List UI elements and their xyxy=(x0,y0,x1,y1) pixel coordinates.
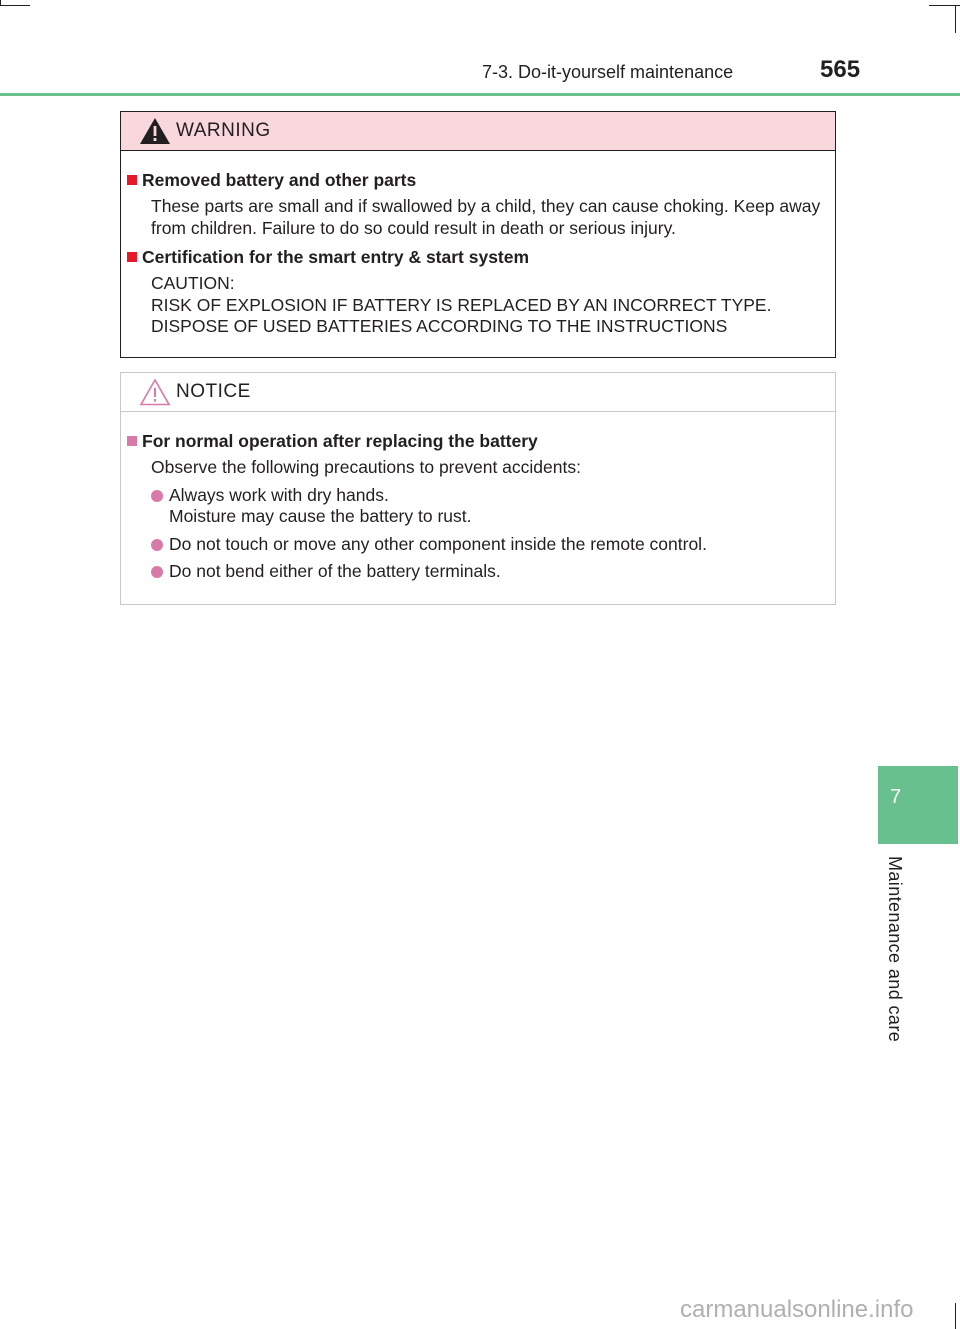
crop-mark xyxy=(0,5,30,6)
red-square-marker-icon xyxy=(127,252,137,262)
red-square-marker-icon xyxy=(127,175,137,185)
pink-square-marker-icon xyxy=(127,436,137,446)
crop-mark xyxy=(955,5,956,33)
bullet-subtext: Moisture may cause the battery to rust. xyxy=(169,506,472,526)
warning-box xyxy=(120,111,836,358)
warning-item-title: Certification for the smart entry & start system xyxy=(127,245,821,269)
warning-text-line: from children. Failure to do so could result in death or serious injury. xyxy=(151,217,676,238)
bullet-text: Do not bend either of the battery terminals. xyxy=(169,561,501,581)
warning-item-title: Removed battery and other parts xyxy=(127,168,821,192)
chapter-number: 7 xyxy=(890,786,902,808)
chapter-label: Maintenance and care xyxy=(885,856,905,1043)
warning-text-line: DISPOSE OF USED BATTERIES ACCORDING TO THE INSTRUCTIONS xyxy=(151,316,728,336)
notice-box xyxy=(120,372,836,605)
list-item xyxy=(151,485,821,528)
list-item xyxy=(151,561,821,583)
notice-label: NOTICE xyxy=(176,381,251,402)
notice-triangle-icon xyxy=(139,377,171,407)
warning-text-line: CAUTION: xyxy=(151,273,235,293)
warning-text-line: These parts are small and if swallowed by a child, they can cause choking. Keep away xyxy=(151,196,821,216)
bullet-text: Always work with dry hands. xyxy=(169,484,389,505)
watermark: carmanualsonline.info xyxy=(680,1296,914,1323)
bullet-text: Do not touch or move any other component inside the remote control. xyxy=(169,533,707,554)
notice-item-title: For normal operation after replacing the battery xyxy=(127,429,821,453)
notice-intro: Observe the following precautions to prevent accidents: xyxy=(151,457,581,477)
notice-header xyxy=(121,373,835,412)
bullet-dot-icon xyxy=(151,539,163,551)
section-title: 7-3. Do-it-yourself maintenance xyxy=(482,62,734,82)
warning-triangle-icon xyxy=(139,116,171,146)
warning-label: WARNING xyxy=(176,120,271,141)
crop-mark xyxy=(955,1303,956,1329)
page-number: 565 xyxy=(820,56,861,83)
warning-text-line: RISK OF EXPLOSION IF BATTERY IS REPLACED BY AN INCORRECT TYPE. xyxy=(151,294,772,315)
warning-header xyxy=(121,112,835,151)
bullet-dot-icon xyxy=(151,490,163,502)
list-item xyxy=(151,534,821,556)
bullet-dot-icon xyxy=(151,566,163,578)
header-rule xyxy=(0,93,960,96)
